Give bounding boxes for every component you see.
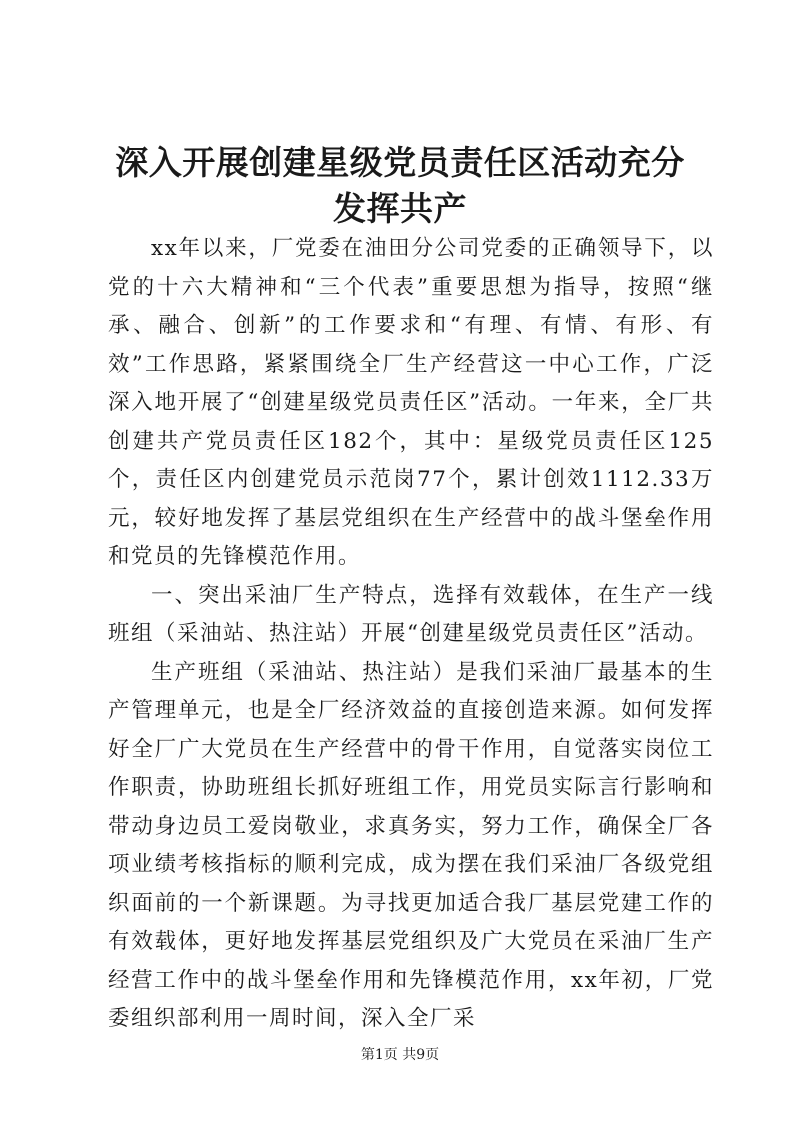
- paragraph-section-heading: 一、突出采油厂生产特点，选择有效载体，在生产一线班组（采油站、热注站）开展“创建星级党员责任区”活动。: [108, 582, 714, 646]
- paragraph-intro: xx年以来，厂党委在油田分公司党委的正确领导下，以党的十六大精神和“三个代表”重要思想为指导，按照“继承、融合、创新”的工作要求和“有理、有情、有形、有效”工作思路，紧紧围绕全厂生产经营这一中心工作，广泛深入地开展了“创建星级党员责任区”活动。一年来，全厂共创建共产党员责任区182个，其中：星级党员责任区125个，责任区内创建党员示范岗77个，累计创效1112.33万元，较好地发挥了基层党组织在生产经营中的战斗堡垒作用和党员的先锋模范作用。: [108, 236, 714, 569]
- document-title: 深入开展创建星级党员责任区活动充分发挥共产: [115, 143, 685, 228]
- document-body: [108, 230, 714, 1039]
- page-footer: 第1页 共9页: [360, 1047, 440, 1063]
- paragraph-section-body: 生产班组（采油站、热注站）是我们采油厂最基本的生产管理单元，也是全厂经济效益的直接创造来源。如何发挥好全厂广大党员在生产经营中的骨干作用，自觉落实岗位工作职责，协助班组长抓好班组工作，用党员实际言行影响和带动身边员工爱岗敬业，求真务实，努力工作，确保全厂各项业绩考核指标的顺利完成，成为摆在我们采油厂各级党组织面前的一个新课题。为寻找更加适合我厂基层党建工作的有效载体，更好地发挥基层党组织及广大党员在采油厂生产经营工作中的战斗堡垒作用和先锋模范作用，xx年初，厂党委组织部利用一周时间，深入全厂采: [108, 659, 714, 1031]
